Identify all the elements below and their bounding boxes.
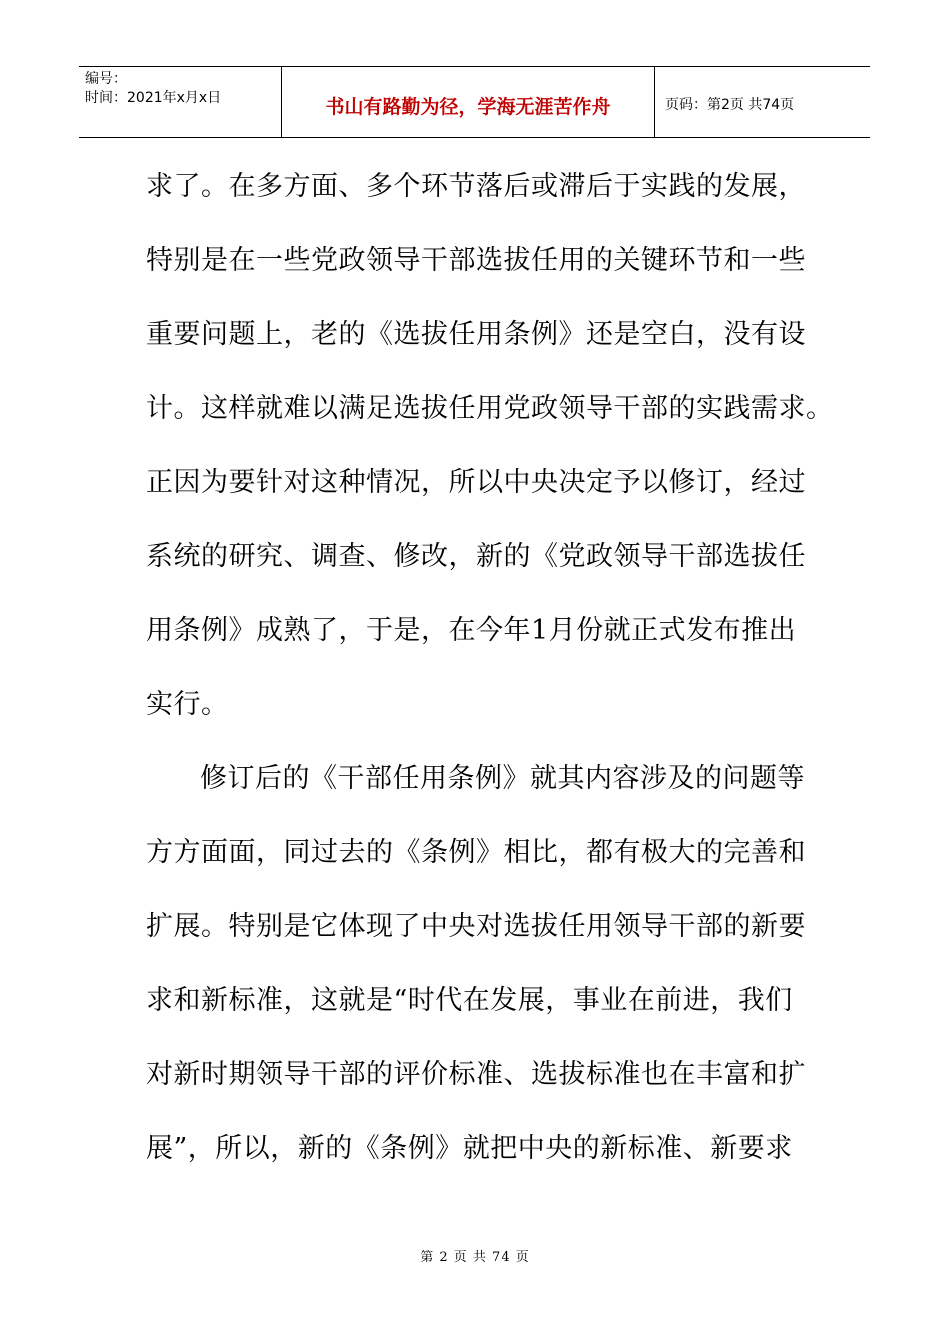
text-line: 求和新标准，这就是“时代在发展，事业在前进，我们: [146, 985, 793, 1016]
doc-number-label: 编号：: [85, 71, 127, 87]
text-line: 特别是在一些党政领导干部选拔任用的关键环节和一些: [146, 245, 806, 276]
text-line: 方方面面，同过去的《条例》相比，都有极大的完善和: [146, 837, 806, 868]
text-line: 扩展。特别是它体现了中央对选拔任用领导干部的新要: [146, 911, 806, 942]
text-line: 用条例》成熟了，于是，在今年1月份就正式发布推出: [146, 615, 797, 646]
text-line: 重要问题上，老的《选拔任用条例》还是空白，没有设: [146, 319, 806, 350]
text-line: 求了。在多方面、多个环节落后或滞后于实践的发展，: [146, 171, 806, 202]
text-line: 实行。: [146, 689, 229, 720]
header-motto: 书山有路勤为径，学海无涯苦作舟: [282, 67, 655, 137]
page-footer: 第 2 页 共 74 页: [420, 1250, 530, 1265]
text-line: 正因为要针对这种情况，所以中央决定予以修订，经过: [146, 467, 806, 498]
header-page-info: 页码：第2页 共74页: [665, 97, 795, 113]
paragraph-start-line: 修订后的《干部任用条例》就其内容涉及的问题等: [200, 763, 805, 794]
date-label: 时间：2021年x月x日: [85, 90, 222, 106]
text-line: 展”，所以，新的《条例》就把中央的新标准、新要求: [146, 1133, 793, 1164]
page-header: [79, 66, 870, 138]
document-body: [146, 150, 834, 1186]
header-meta: [79, 67, 282, 137]
text-line: 系统的研究、调查、修改，新的《党政领导干部选拔任: [146, 541, 806, 572]
text-line: 对新时期领导干部的评价标准、选拔标准也在丰富和扩: [146, 1059, 806, 1090]
text-line: 计。这样就难以满足选拔任用党政领导干部的实践需求。: [146, 393, 834, 424]
